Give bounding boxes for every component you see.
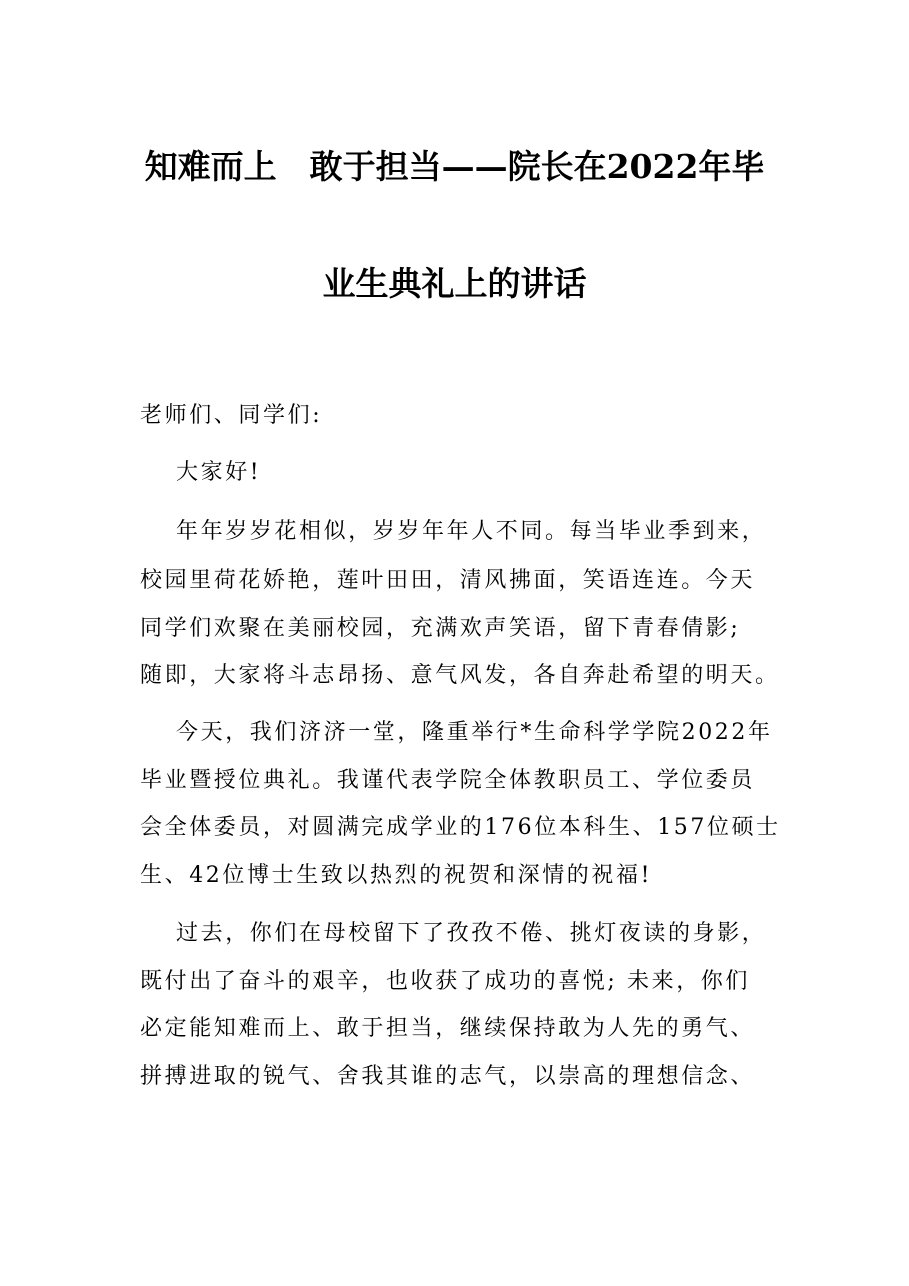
paragraph-line: 毕业暨授位典礼。我谨代表学院全体教职员工、学位委员 [140, 768, 756, 793]
paragraph-line: 随即，大家将斗志昂扬、意气风发，各自奔赴希望的明天。 [140, 663, 780, 688]
paragraph-line: 必定能知难而上、敢于担当，继续保持敢为人先的勇气、 [140, 1016, 756, 1041]
paragraph-line: 拼搏进取的锐气、舍我其谁的志气，以崇高的理想信念、 [140, 1064, 756, 1089]
paragraph-line: 过去，你们在母校留下了孜孜不倦、挑灯夜读的身影， [176, 921, 767, 946]
paragraph-line: 同学们欢聚在美丽校园，充满欢声笑语，留下青春倩影; [140, 616, 741, 641]
document-title-line-1: 知难而上 敢于担当——院长在2022年毕 [144, 147, 765, 186]
paragraph-line: 生、42位博士生致以热烈的祝贺和深情的祝福! [140, 863, 653, 888]
greeting: 大家好! [176, 460, 262, 485]
paragraph-line: 会全体委员，对圆满完成学业的176位本科生、157位硕士 [140, 815, 781, 840]
document-title-line-2: 业生典礼上的讲话 [322, 264, 587, 303]
paragraph-line: 既付出了奋斗的艰辛，也收获了成功的喜悦; 未来，你们 [140, 969, 751, 994]
salutation: 老师们、同学们: [140, 403, 323, 428]
paragraph-line: 年年岁岁花相似，岁岁年年人不同。每当毕业季到来， [176, 519, 767, 544]
paragraph-line: 今天，我们济济一堂，隆重举行*生命科学学院2022年 [176, 720, 773, 745]
paragraph-line: 校园里荷花娇艳，莲叶田田，清风拂面，笑语连连。今天 [140, 568, 756, 593]
